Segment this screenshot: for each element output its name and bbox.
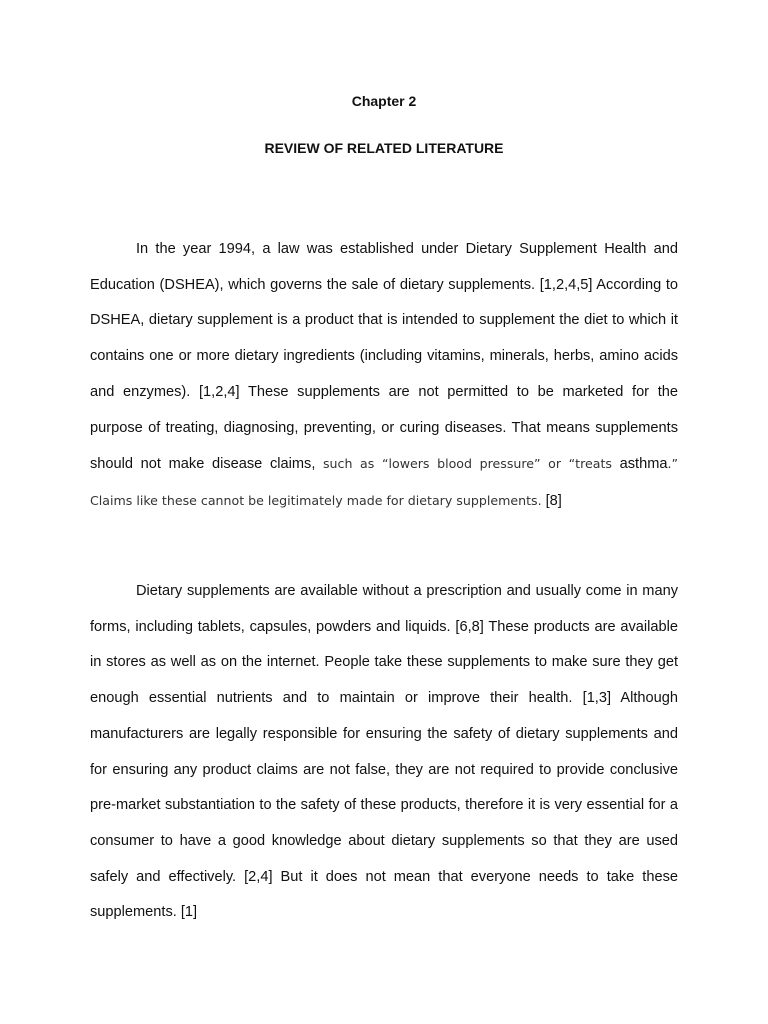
paragraph-dshea-asthma: asthma xyxy=(619,456,668,473)
paragraph-dshea-main: In the year 1994, a law was established under Dietary Supplement Health and Education (DSHEA), which governs the sale of dietary supplements. [1,2,4,5] According to DSHEA, dietary supplement is a product that is intended to supplement the diet to which it contains one or more dietary ingredients (including vitamins, minerals, herbs, amino acids and enzymes). [1,2,4] These supplements are not permitted to be marketed for the purpose of treating, diagnosing, preventing, or curing diseases. That means supplements should not make disease claims, xyxy=(90,241,678,473)
paragraph-dshea-quote-2: .” Claims like these cannot be legitimately made for dietary supplements. xyxy=(90,456,678,508)
chapter-label: Chapter 2 xyxy=(351,93,417,109)
paragraph-availability-text: Dietary supplements are available without a prescription and usually come in many forms, including tablets, capsules, powders and liquids. [6,8] These products are available in stores as well as on the internet. People take these supplements to make sure they get enough essential nutrients and to maintain or improve their health. [1,3] Although manufacturers are legally responsible for ensuring the safety of dietary supplements and for ensuring any product claims are not false, they are not required to provide conclusive pre-market substantiation to the safety of these products, therefore it is very essential for a consumer to have a good knowledge about dietary supplements so that they are used safely and effectively. [2,4] But it does not mean that everyone needs to take these supplements. [1] xyxy=(90,583,678,921)
paragraph-dshea xyxy=(90,232,678,520)
paragraph-dshea-quote-1: such as “lowers blood pressure” or “treats xyxy=(315,456,620,472)
section-title: REVIEW OF RELATED LITERATURE xyxy=(264,140,504,156)
paragraph-dshea-citation: [8] xyxy=(541,492,562,509)
paragraph-availability xyxy=(90,574,678,931)
